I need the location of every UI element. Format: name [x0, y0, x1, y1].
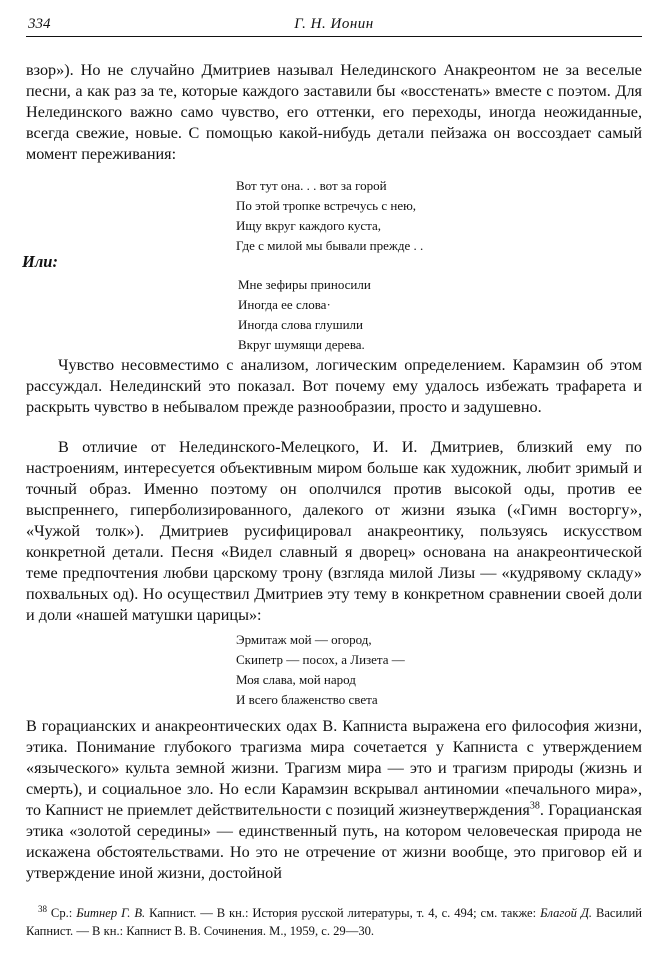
footnote-reference: 38: [529, 800, 540, 812]
footnote-text-a: Ср.:: [50, 906, 73, 920]
page-header: [26, 10, 642, 37]
paragraph-2: Чувство несовместимо с анализом, логическим определением. Карамзин об этом рассуждал. Нелединский это показал. Вот почему ему удалось избежать трафарета и раскрыть чувство в небывалом прежде разнообразии, просто и задушевно.: [26, 356, 642, 416]
paragraph-1: взор»). Но не случайно Дмитриев называл Нелединского Анакреонтом не за веселые песни, а как раз за те, которые каждого заставили бы «воcстенать» вместе с поэтом. Для Нелединского важно само чувство, его оттенки, его переходы, иногда неожиданные, всегда свежие, новые. С помощью какой-нибудь детали пейзажа он воссоздает самый момент переживания:: [26, 61, 642, 163]
footnote-author-2: Благой Д.: [540, 906, 593, 920]
verse-line: Вкруг шумящи дерева.: [238, 337, 365, 352]
verse-line: Эрмитаж мой — огород,: [236, 632, 372, 647]
verse-line: Моя слава, мой народ: [236, 672, 356, 687]
footnote-text-c: Василий Капнист. — В кн.: Капнист В. В. Сочинения. М., 1959, с. 29—30.: [26, 906, 643, 938]
verse-line: Где с милой мы бывали прежде . .: [236, 238, 424, 253]
footnote: [26, 904, 642, 940]
footnote-mark: 38: [38, 903, 47, 914]
running-title: Г. Н. Ионин: [294, 16, 374, 32]
footnote-text-b: Капнист. — В кн.: История русской литературы, т. 4, с. 494; см. также:: [149, 906, 537, 920]
paragraph-4: В горацианских и анакреонтических одах В. Капниста выражена его философия жизни, этика. Понимание глубокого трагизма мира сочетается у Капниста с утверждением «языческого» культа земной жизни. Трагизм мира — это и трагизм природы (жизнь и смерть), и социальное зло. Но если Карамзин вскрывал антиномии «печального мира», то Капнист не приемлет действительности с позиций жизнеутверждения$^{38}$. Горацианская этика «золотой середины» — единственный путь, на котором человеческая природа не искажена обстоятельствами. Но это не отречение от жизни вообще, это приговор ей и утверждение иной жизни, достойной: [26, 717, 642, 882]
verse-line: Ищу вкруг каждого куста,: [236, 218, 382, 233]
paragraph-3: В отличие от Нелединского-Мелецкого, И. И. Дмитриев, близкий ему по настроениям, интересуется объективным миром больше как художник, любит зримый и точный образ. Именно поэтому он ополчился против высокой оды, против ее выспреннего, гиперболизированного, далекого от жизни языка («Гимн восторгу», «Чужой толк»). Дмитриев русифицировал анакреонтику, пользуясь искусством конкретной детали. Песня «Видел славный я дворец» основана на анакреонтической теме предпочтения любви царскому трону (взгляда милой Лизы — «кудрявому складу» похвальных од). Но осуществил Дмитриев эту тему в конкретном сравнении своей доли и доли «нашей матушки царицы»:: [26, 438, 642, 624]
verse-block-3: [236, 630, 405, 710]
verse-line: Иногда ее слова·: [238, 297, 331, 312]
verse-block-1: [236, 176, 423, 256]
verse-line: Мне зефиры приносили: [238, 277, 371, 292]
verse-line: По этой тропке встречусь с нею,: [236, 198, 417, 213]
verse-line: Иногда слова глушили: [238, 317, 363, 332]
page-number: 334: [28, 16, 51, 32]
paragraph-4-tail: Горацианская этика «золотой середины» — единственный путь, на котором человеческая природа не искажена обстоятельствами. Но это не отречение от жизни вообще, это приговор ей и утверждение иной жизни, достойной: [26, 801, 642, 882]
verse-block-2: [238, 275, 371, 355]
verse-line: И всего блаженство света: [236, 692, 378, 707]
footnote-author-1: Битнер Г. В.: [76, 906, 146, 920]
paragraph-4-text: В горацианских и анакреонтических одах В. Капниста выражена его философия жизни, этика. Понимание глубокого трагизма мира сочетается у Капниста с утверждением «языческого» культа земной жизни. Трагизм мира — это и трагизм природы (жизнь и смерть), и социальное зло. Но если Карамзин вскрывал антиномии «печального мира», то Капнист не приемлет действительности с позиций жизнеутверждения: [26, 717, 642, 819]
verse-line: Скипетр — посох, а Лизета —: [236, 652, 405, 667]
ili-heading: Или:: [22, 252, 58, 271]
verse-line: Вот тут она. . . вот за горой: [236, 178, 387, 193]
